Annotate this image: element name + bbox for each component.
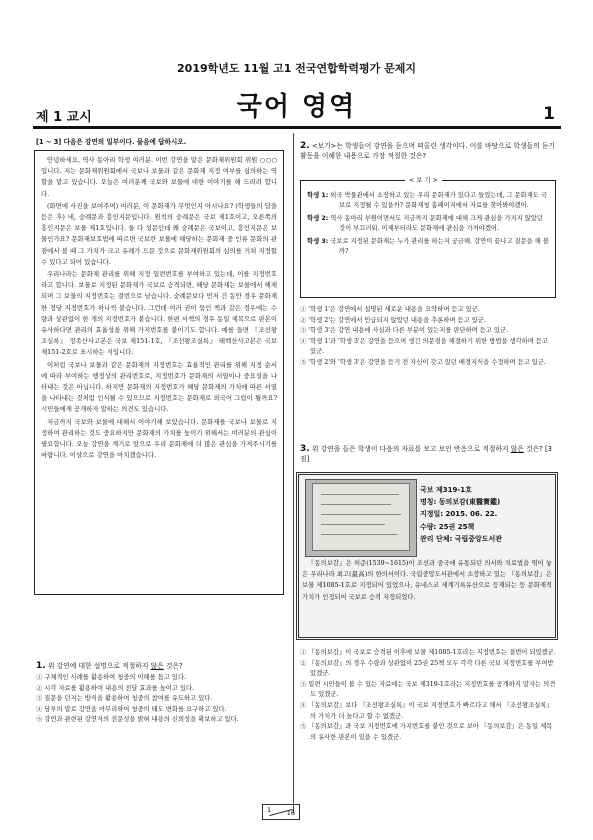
question-number: 2. [300,141,310,151]
answer-option[interactable]: ④ '학생 1'과 '학생 3'은 강연을 듣으며 생긴 의문점을 해결하기 위한 방법을 생각하며 듣고 있군. [300,337,548,356]
answer-option[interactable]: ② '학생 2'는 강연에서 언급되지 않았던 내용을 추론하며 듣고 있군. [300,316,486,324]
question-number: 3. [300,444,310,454]
question-1 [36,661,288,726]
column-divider [293,133,294,813]
passage-paragraph: 우리나라는 문화재 관리를 위해 지정 일련번호를 부여하고 있는데, 이를 지정번호라고 합니다. 보물로 지정된 문화재가 국보로 승격되면, 해당 문화재는 보물에서 해제되며 그 보물의 지정번호는 결번으로 남습니다. 숭례문보다 먼저 건 동안 경우 문화재 한 정당 지정번호가 하나씩 붙습니다. 그런데 여러 권이 묶인 책과 같은 경우에는 수량과 상관없이 한 개의 지정번호가 붙습니다. 한편 서책의 경우 동일 제목으로 판본이 유사하다면 관리의 효율성을 위해 가지번호를 붙이기도 합니다. 예를 들면 『조선왕조실록』 정족산사고본은 국보 제151-1호, 『조선왕조실록』 태백산사고본은 국보 제151-2호로 표시하는 식입니다. [41,270,277,357]
answer-option[interactable]: ④ 당부의 말로 강연을 마무리하여 청중의 태도 변화를 요구하고 있다. [36,705,227,713]
question-2-stem: 2. <보기>는 학생들이 강연을 듣으며 떠올린 생각이다. 이를 바탕으로 학생들의 듣기 활동을 이해한 내용으로 가장 적절한 것은? [300,141,555,160]
subject-title: 국어 영역 [236,92,357,122]
question-2-options [300,305,556,369]
period-label: 제 1 교시 [36,110,92,125]
question-number: 1. [36,661,46,671]
heritage-caption: 국보 제319-1호 명칭: 동의보감(東醫寶鑑) 지정일: 2015. 06. 22. 수량: 25권 25책 관리 단체: 국립중앙도서관 [420,486,503,543]
student-1-thought: 학생 1: 외국 박물관에서 소장하고 있는 우리 문화재가 있다고 들었는데, 그 문화재도 국보로 지정될 수 있을까? 문화재청 홈페이지에서 자료를 찾아봐야겠어. [307,192,547,210]
answer-option[interactable]: ⑤ 강연과 관련된 강연자의 전문성을 밝혀 내용의 신뢰성을 확보하고 있다. [36,716,239,724]
bogi-box [300,180,556,298]
student-3-thought: 학생 3: 국보로 지정된 문화재는 누가 관리를 하는지 궁금해. 강연이 끝나고 질문을 해 볼까? [307,237,549,256]
bogi-label: < 보 기 > [405,175,442,184]
answer-option[interactable]: ③ '학생 3'은 강연 내용에 사실과 다른 부분이 있는지를 판단하며 듣고 있군. [300,327,509,335]
lecture-passage [34,150,284,595]
question-3-options [300,648,556,743]
page-number: 1 [543,104,555,124]
answer-option[interactable]: ③ 일련 시민들이 볼 수 있는 자료에는 국보 제319-1호라는 지정번호를 공개하지 말자는 의견도 있겠군. [300,680,556,699]
passage-paragraph: 지금까지 국보와 보물에 대해서 이야기해 보았습니다. 문화재를 국보나 보물로 지정하여 관리하는 것도 중요하지만 문화재의 가치를 높이기 위해서는 여러분의 관심이 필요합니다. 오늘 강연을 계기로 앞으로 우리 문화재에 더 많은 관심을 가져주시기를 바랍니다. 이상으로 강연을 마치겠습니다. [41,417,277,460]
answer-option[interactable]: ④ 『동의보감』보다 『조선왕조실록』이 국보 지정번호가 빠르다고 해서 『조선왕조실록』의 가치가 더 높다고 할 수 없겠군. [300,701,553,720]
question-1-stem: 1. 위 강연에 대한 설명으로 적절하지 않은 것은? [36,661,183,671]
answer-option[interactable]: ② 시각 자료를 활용하여 내용의 전달 효과를 높이고 있다. [36,684,195,692]
instruction: [1 ~ 3] 다음은 강연의 일부이다. 물음에 답하시오. [36,138,187,146]
book-page [312,483,410,551]
answer-option[interactable]: ⑤ '학생 2'와 '학생 3'은 강연을 듣기 전 자신이 갖고 있던 배경지식을 수정하며 듣고 있군. [300,358,546,366]
passage-paragraph: (화면에 사진을 보여주며) 여러분, 이 문화재가 무엇인지 아시나요? (학생들의 답을 듣은 후) 네, 숭례문과 흥인지문입니다. 원칙의 숭례문은 국보 제1호이고, 오른쪽의 흥인지문은 보물 제1호입니다. 둘 다 성문인데 왜 숭례문은 국보이고, 흥인지문은 보물인가요? 문화재보호법에 따르면 국보란 보물에 해당하는 문화재 중 인류 문화의 관점에서 볼 때 그 가치가 크고 유례가 드문 것으로 문화재위원회의 심의를 거쳐 지정할 수 있다고 되어 있습니다. [41,201,277,266]
answer-option[interactable]: ① 구체적인 사례를 활용하여 청중의 이해를 돕고 있다. [36,674,187,681]
answer-option[interactable]: ② 『동의보감』의 경우 수량과 상관없이 25권 25책 모두 각각 다른 국보 지정번호를 부여받았겠군. [300,659,554,678]
exam-header: 2019학년도 11월 고1 전국연합학력평가 문제지 [177,62,416,75]
page-indicator: 1 16 [262,804,300,820]
question-3-stem: 3. 위 강연을 들은 학생이 다음의 자료를 보고 보인 반응으로 적절하지 않은 것은? [3점] [300,444,552,463]
answer-option[interactable]: ③ 질문을 던지는 방식을 활용하여 청중의 참여를 유도하고 있다. [36,695,213,703]
passage-paragraph: 안녕하세요, 역사 동아리 학생 여러분. 이번 강연을 맡은 문화재위원회 위원 ○○○입니다. 저는 문화재위원회에서 국보나 보물과 같은 문화재 지정 여부를 심의하는 역할을 맡고 있습니다. 오늘은 여러분께 국보와 보물에 대한 이야기를 해 드리려 합니다. [41,156,277,198]
header-rule [33,126,561,129]
answer-option[interactable]: ⑤ 『동의보감』과 국보 지정번호에 가지번호를 붙인 것으로 보아 『동의보감』은 동일 제목의 유사한 판본이 있을 수 있겠군. [300,723,553,741]
passage-paragraph: 이처럼 국보나 보물과 같은 문화재의 지정번호는 효율적인 관리를 위해 지정 순서에 따라 부여하는 행정상의 관리번호로, 지정번호가 문화재의 서열이나 중요성을 나타내는 것은 아닙니다. 하지만 문화재의 지정번호가 해당 문화재의 가치에 따른 서열을 나타내는 것처럼 인식될 수 있으므로 지정번호는 문화재로 외국어 그림이 될까요? 시민들에게 공개하자 말하는 의견도 있습니다. [41,360,277,414]
heritage-description: 『동의보감』은 허준(1539~1615)이 조선과 중국에 유통되던 의서와 치료법을 엮어 놓은 우리나라 최고(最高)의 한의서이다. 국립중앙도서관에서 소장하고 있는 『동의보감』은 보물 제1085-1호로 지정되어 있었으나, 유네스코 세계기록유산으로 등재되는 등 문화재적 가치가 인정되어 국보로 승격 지정되었다. [302,560,552,601]
answer-option[interactable]: ① '학생 1'은 강연에서 설명된 새로운 내용을 요약하며 듣고 있군. [300,306,480,313]
answer-option[interactable]: ① 『동의보감』이 국보로 승격된 이후에 보물 제1085-1호라는 지정번호는 결번이 되었겠군. [300,649,556,656]
student-2-thought: 학생 2: 역사 동아리 부원이면서도 지금까지 문화재에 대해 크게 관심을 가지지 않았던 것이 부끄러워. 이제부터라도 문화재에 관심을 가져야겠어. [307,214,543,233]
